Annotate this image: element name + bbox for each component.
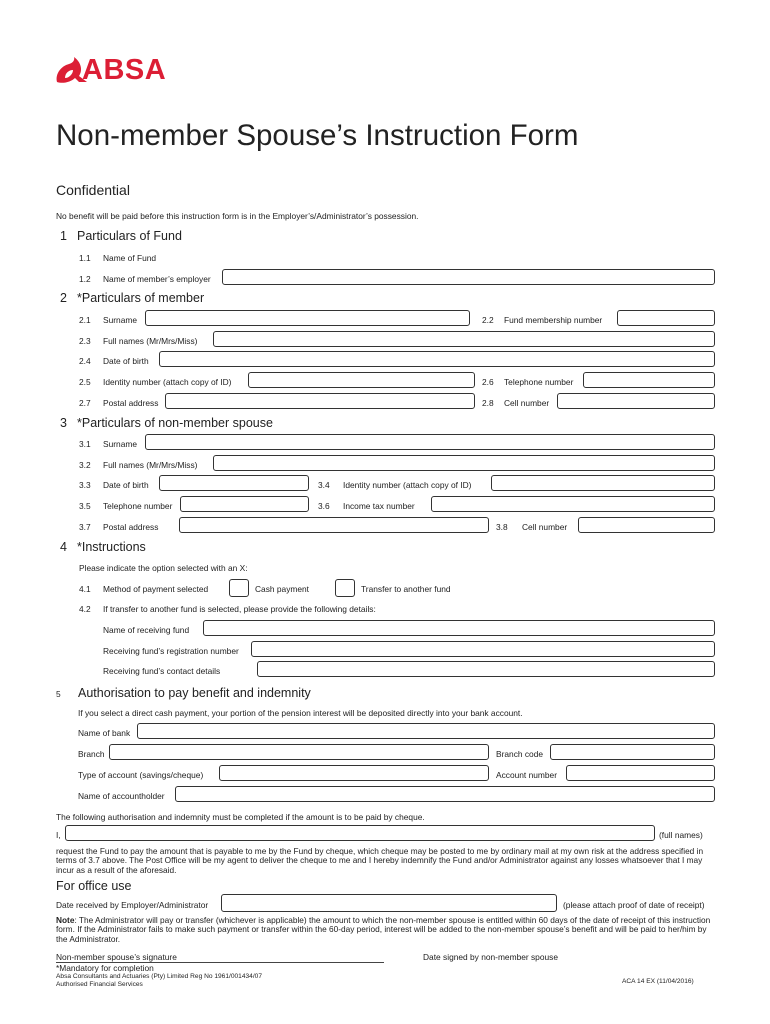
- label-receiving-fund-registration: Receiving fund’s registration number: [103, 646, 239, 656]
- section-3-title: *Particulars of non-member spouse: [77, 416, 273, 430]
- label-1-2-number: 1.2: [79, 274, 91, 284]
- absa-logo-text: ABSA: [82, 54, 167, 86]
- receiving-fund-name-input[interactable]: [203, 620, 715, 636]
- bank-name-input[interactable]: [137, 723, 715, 739]
- label-member-surname: Surname: [103, 315, 137, 325]
- label-2-7-number: 2.7: [79, 398, 91, 408]
- company-registration: Absa Consultants and Actuaries (Pty) Limited Reg No 1961/001434/07: [56, 973, 262, 980]
- label-member-postal: Postal address: [103, 398, 159, 408]
- label-2-8-number: 2.8: [482, 398, 494, 408]
- cash-payment-checkbox[interactable]: [229, 579, 249, 597]
- section-4-number: 4: [60, 540, 67, 554]
- account-number-input[interactable]: [566, 765, 715, 781]
- possession-notice: No benefit will be paid before this instruction form is in the Employer’s/Administrator’s possession.: [56, 211, 419, 221]
- spouse-telephone-input[interactable]: [180, 496, 309, 512]
- label-receiving-fund-name: Name of receiving fund: [103, 625, 190, 635]
- label-spouse-postal: Postal address: [103, 522, 159, 532]
- member-cell-input[interactable]: [557, 393, 715, 409]
- label-name-of-bank: Name of bank: [78, 728, 131, 738]
- label-member-employer: Name of member’s employer: [103, 274, 211, 284]
- label-4-2-number: 4.2: [79, 604, 91, 614]
- label-4-1-number: 4.1: [79, 584, 91, 594]
- label-2-3-number: 2.3: [79, 336, 91, 346]
- label-signature: Non-member spouse’s signature: [56, 952, 177, 962]
- label-account-holder: Name of accountholder: [78, 791, 165, 801]
- branch-code-input[interactable]: [550, 744, 715, 760]
- label-account-type: Type of account (savings/cheque): [78, 770, 204, 780]
- mandatory-note: *Mandatory for completion: [56, 963, 154, 973]
- spouse-id-input[interactable]: [491, 475, 715, 491]
- instructions-intro: Please indicate the option selected with an X:: [79, 563, 248, 573]
- label-spouse-cell: Cell number: [522, 522, 568, 532]
- account-holder-input[interactable]: [175, 786, 715, 802]
- label-name-of-fund: Name of Fund: [103, 253, 157, 263]
- label-spouse-full-names: Full names (Mr/Mrs/Miss): [103, 460, 198, 470]
- section-3-heading: [60, 416, 273, 430]
- spouse-cell-input[interactable]: [578, 517, 715, 533]
- label-proof-of-receipt: (please attach proof of date of receipt): [563, 900, 705, 910]
- label-member-id: Identity number (attach copy of ID): [103, 377, 232, 387]
- label-3-1-number: 3.1: [79, 439, 91, 449]
- form-code: ACA 14 EX (11/04/2016): [622, 978, 694, 985]
- member-id-input[interactable]: [248, 372, 475, 388]
- spouse-income-tax-input[interactable]: [431, 496, 715, 512]
- administrator-note: [56, 916, 718, 944]
- authorised-fsp: Authorised Financial Services: [56, 981, 143, 988]
- confidential-heading: Confidential: [56, 182, 130, 198]
- label-account-number: Account number: [496, 770, 557, 780]
- label-fund-membership-number: Fund membership number: [504, 315, 603, 325]
- member-postal-input[interactable]: [165, 393, 475, 409]
- note-text: : The Administrator will pay or transfer (whichever is applicable) the amount to which the non-member spouse is entitled within 60 days of the date of receipt of this instruction form. If the Administrator fails to make such payment or transfer within the 60-day period, interest will be added to the non-member spouse’s benefit and will be paid to her/him by the Administrator.: [56, 915, 711, 944]
- label-3-8-number: 3.8: [496, 522, 508, 532]
- transfer-fund-checkbox[interactable]: [335, 579, 355, 597]
- label-branch: Branch: [78, 749, 105, 759]
- indemnity-request-text: request the Fund to pay the amount that is payable to me by the Fund by cheque, which cheque may be posted to me by ordinary mail at my own risk at the address specified in terms of 3.7 above. The Post Office will be my agent to deliver the cheque to me and I hereby indemnify the Fund and/or Administrator against any losses whatsoever that I may incur as a result of the aforesaid.: [56, 846, 704, 875]
- label-3-5-number: 3.5: [79, 501, 91, 511]
- indemnity-full-names-input[interactable]: [65, 825, 655, 841]
- label-full-names-suffix: (full names): [659, 830, 703, 840]
- label-branch-code: Branch code: [496, 749, 544, 759]
- label-3-4-number: 3.4: [318, 480, 330, 490]
- spouse-dob-input[interactable]: [159, 475, 309, 491]
- section-2-number: 2: [60, 291, 67, 305]
- label-spouse-telephone: Telephone number: [103, 501, 173, 511]
- section-2-heading: [60, 291, 204, 305]
- section-5-title: Authorisation to pay benefit and indemnity: [78, 686, 311, 700]
- section-5-number: 5: [56, 689, 61, 699]
- label-2-1-number: 2.1: [79, 315, 91, 325]
- label-spouse-surname: Surname: [103, 439, 137, 449]
- section-1-title: Particulars of Fund: [77, 229, 182, 243]
- member-employer-input[interactable]: [222, 269, 715, 285]
- member-full-names-input[interactable]: [213, 331, 715, 347]
- label-spouse-dob: Date of birth: [103, 480, 149, 490]
- section-4-heading: [60, 540, 146, 554]
- section-1-heading: [60, 229, 182, 243]
- member-surname-input[interactable]: [145, 310, 470, 326]
- label-member-dob: Date of birth: [103, 356, 149, 366]
- receiving-fund-registration-input[interactable]: [251, 641, 715, 657]
- date-received-input[interactable]: [221, 894, 557, 912]
- branch-input[interactable]: [109, 744, 489, 760]
- label-2-2-number: 2.2: [482, 315, 494, 325]
- label-transfer-details: If transfer to another fund is selected, please provide the following details:: [103, 604, 376, 614]
- label-transfer-fund: Transfer to another fund: [361, 584, 451, 594]
- member-telephone-input[interactable]: [583, 372, 715, 388]
- fund-membership-number-input[interactable]: [617, 310, 715, 326]
- label-cash-payment: Cash payment: [255, 584, 309, 594]
- label-spouse-id: Identity number (attach copy of ID): [343, 480, 472, 490]
- receiving-fund-contact-input[interactable]: [257, 661, 715, 677]
- label-1-1-number: 1.1: [79, 253, 91, 263]
- label-receiving-fund-contact: Receiving fund’s contact details: [103, 666, 221, 676]
- member-dob-input[interactable]: [159, 351, 715, 367]
- spouse-postal-input[interactable]: [179, 517, 489, 533]
- label-2-5-number: 2.5: [79, 377, 91, 387]
- label-i: I,: [56, 830, 61, 840]
- section-2-title: *Particulars of member: [77, 291, 205, 305]
- spouse-full-names-input[interactable]: [213, 455, 715, 471]
- label-3-6-number: 3.6: [318, 501, 330, 511]
- section-5-intro: If you select a direct cash payment, your portion of the pension interest will be deposited directly into your bank account.: [78, 708, 523, 718]
- label-3-3-number: 3.3: [79, 480, 91, 490]
- label-3-2-number: 3.2: [79, 460, 91, 470]
- cheque-authorisation-note: The following authorisation and indemnity must be completed if the amount is to be paid by cheque.: [56, 812, 425, 822]
- page-title: Non-member Spouse’s Instruction Form: [56, 119, 579, 152]
- office-use-heading: For office use: [56, 879, 132, 893]
- section-4-title: *Instructions: [77, 540, 146, 554]
- label-date-received: Date received by Employer/Administrator: [56, 900, 209, 910]
- section-3-number: 3: [60, 416, 67, 430]
- label-spouse-income-tax: Income tax number: [343, 501, 415, 511]
- label-method-of-payment: Method of payment selected: [103, 584, 209, 594]
- section-1-number: 1: [60, 229, 67, 243]
- label-3-7-number: 3.7: [79, 522, 91, 532]
- label-member-cell: Cell number: [504, 398, 550, 408]
- label-date-signed: Date signed by non-member spouse: [423, 952, 559, 962]
- label-member-telephone: Telephone number: [504, 377, 574, 387]
- label-2-6-number: 2.6: [482, 377, 494, 387]
- label-2-4-number: 2.4: [79, 356, 91, 366]
- absa-logo: [53, 54, 203, 86]
- spouse-surname-input[interactable]: [145, 434, 715, 450]
- account-type-input[interactable]: [219, 765, 489, 781]
- note-label: Note: [56, 915, 75, 925]
- label-member-full-names: Full names (Mr/Mrs/Miss): [103, 336, 198, 346]
